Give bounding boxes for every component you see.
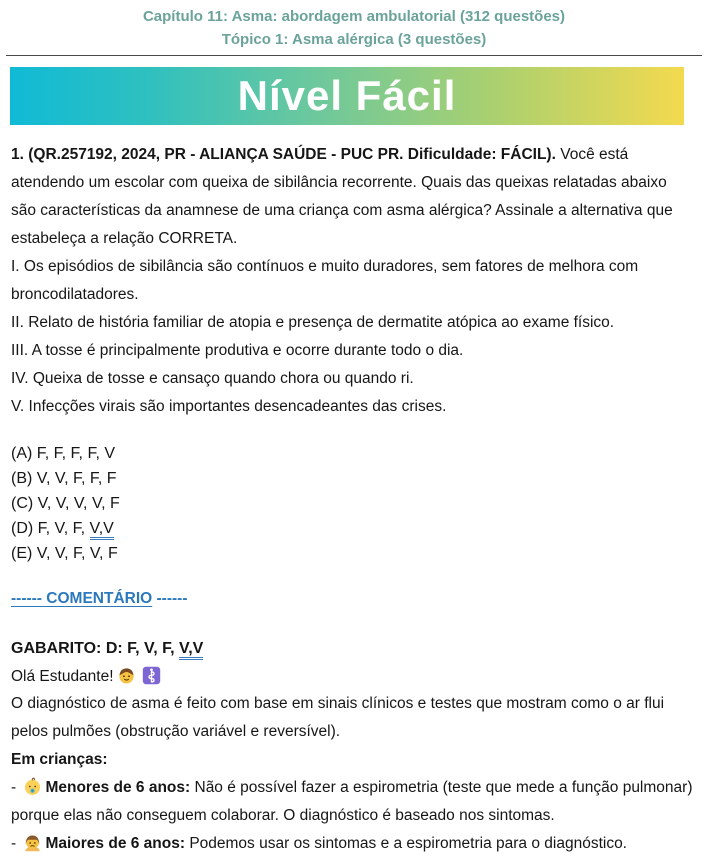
bullet-over-6-label: Maiores de 6 anos: bbox=[45, 835, 186, 852]
comment-section-heading bbox=[11, 588, 694, 610]
question-source: 1. (QR.257192, 2024, PR - ALIANÇA SAÚDE - PUC PR. Dificuldade: FÁCIL). bbox=[11, 146, 556, 163]
option-b-text: (B) V, V, F, F, F bbox=[11, 470, 117, 487]
topic-title: Tópico 1: Asma alérgica (3 questões) bbox=[221, 31, 487, 48]
statement-item-3: III. A tosse é principalmente produtiva e ocorre durante todo o dia. bbox=[11, 342, 464, 359]
document-header bbox=[0, 0, 708, 51]
bullet-under-6-label: Menores de 6 anos: bbox=[45, 779, 191, 796]
option-d-mark: V,V bbox=[90, 520, 114, 540]
statement-item-4: IV. Queixa de tosse e cansaço quando chora ou quando ri. bbox=[11, 370, 414, 387]
question-statement bbox=[11, 141, 694, 253]
medical-symbol-emoji bbox=[142, 666, 161, 685]
option-d bbox=[11, 516, 694, 541]
header-divider-line bbox=[6, 55, 702, 56]
greeting-line bbox=[11, 663, 694, 690]
option-e-text: (E) V, V, F, V, F bbox=[11, 545, 118, 562]
statement-item-1: I. Os episódios de sibilância são contínuos e muito duradores, sem fatores de melhora com broncodilatadores. bbox=[11, 258, 639, 303]
comment-heading-tail: ------ bbox=[152, 590, 188, 607]
bullet-over-6-text: Podemos usar os sintomas e a espirometria para o diagnóstico. bbox=[185, 835, 627, 852]
question-text: Você está atendendo um escolar com queixa de sibilância recorrente. Quais das queixas relatadas abaixo são características da anamnese de uma criança com asma alérgica? Assinale a alternativa que estabeleça a relação CORRETA. bbox=[11, 146, 673, 247]
bullet-dash: - bbox=[11, 779, 21, 796]
document-content bbox=[0, 125, 708, 858]
answer-key bbox=[11, 636, 694, 661]
bullet-dash: - bbox=[11, 835, 21, 852]
children-subheading: Em crianças: bbox=[11, 751, 108, 768]
option-c-text: (C) V, V, V, V, F bbox=[11, 495, 120, 512]
option-e bbox=[11, 541, 694, 566]
option-d-text: (D) F, V, F, bbox=[11, 520, 90, 537]
bullet-over-6 bbox=[11, 830, 694, 858]
bullet-under-6 bbox=[11, 774, 694, 830]
comment-paragraph: O diagnóstico de asma é feito com base em sinais clínicos e testes que mostram como o ar flui pelos pulmões (obstrução variável e reversível). bbox=[11, 695, 665, 740]
child-face-emoji bbox=[117, 666, 136, 685]
option-a-text: (A) F, F, F, F, V bbox=[11, 445, 116, 462]
answer-key-text: GABARITO: D: F, V, F, bbox=[11, 640, 180, 657]
statement-item-2: II. Relato de história familiar de atopia e presença de dermatite atópica ao exame físico. bbox=[11, 314, 615, 331]
answer-options bbox=[11, 441, 694, 566]
difficulty-banner-label: Nível Fácil bbox=[237, 72, 457, 119]
comment-heading-underlined: ------ COMENTÁRIO bbox=[11, 590, 153, 607]
option-a bbox=[11, 441, 694, 466]
difficulty-banner bbox=[10, 67, 684, 125]
option-c bbox=[11, 491, 694, 516]
bullet-under-6-text: Não é possível fazer a espirometria (teste que mede a função pulmonar) porque elas não conseguem colaborar. O diagnóstico é baseado nos sintomas. bbox=[11, 779, 693, 824]
greeting-text: Olá Estudante! bbox=[11, 668, 114, 685]
option-b bbox=[11, 466, 694, 491]
baby-emoji bbox=[23, 777, 42, 796]
chapter-title: Capítulo 11: Asma: abordagem ambulatorial (312 questões) bbox=[142, 8, 566, 25]
answer-key-mark: V,V bbox=[179, 640, 203, 660]
person-emoji bbox=[23, 833, 42, 852]
statement-item-5: V. Infecções virais são importantes desencadeantes das crises. bbox=[11, 398, 447, 415]
